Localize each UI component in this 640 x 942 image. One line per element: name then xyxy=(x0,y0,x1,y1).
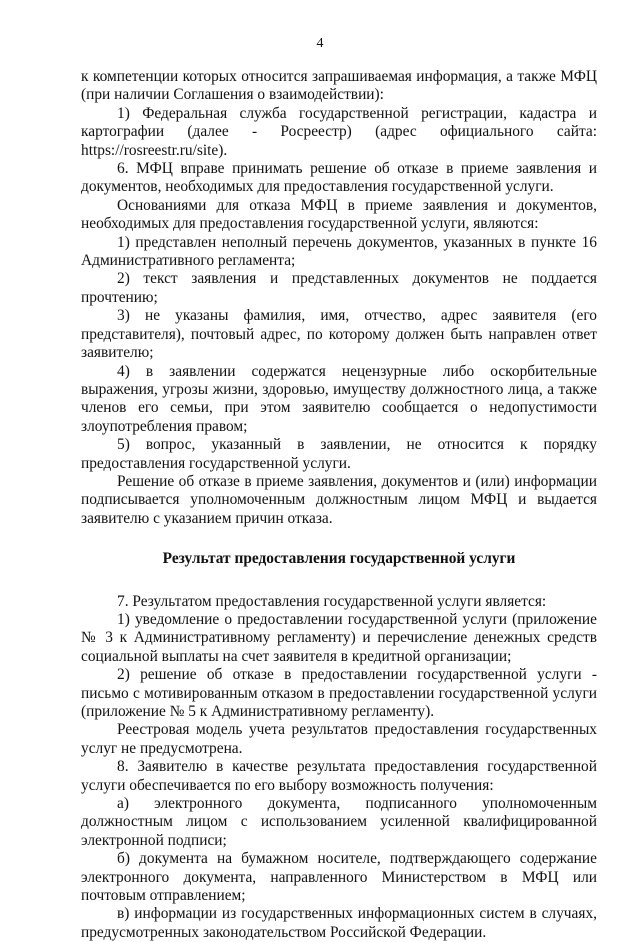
paragraph: в) информации из государственных информационных систем в случаях, предусмотренных законодательством Российской Федерации. xyxy=(81,905,597,941)
paragraph: 2) решение об отказе в предоставлении государственной услуги - письмо с мотивированным отказом в предоставлении государственной услуги (приложение № 5 к Административному регламенту). xyxy=(81,666,597,720)
paragraph: 7. Результатом предоставления государственной услуги является: xyxy=(117,592,547,610)
paragraph: 8. Заявителю в качестве результата предоставления государственной услуги обеспечивается по его выбору возможность получения: xyxy=(81,758,597,794)
paragraph: Основаниями для отказа МФЦ в приеме заявления и документов, необходимых для предоставления государственной услуги, являются: xyxy=(81,196,597,233)
section-heading: Результат предоставления государственной услуги xyxy=(162,550,516,568)
paragraph: б) документа на бумажном носителе, подтверждающего содержание электронного документа, направленного Министерством в МФЦ или почтовым отправлением; xyxy=(81,850,597,905)
paragraph: 2) текст заявления и представленных документов не поддается прочтению; xyxy=(81,270,597,306)
paragraphs-bottom xyxy=(81,593,597,942)
paragraph: к компетенции которых относится запрашиваемая информация, а также МФЦ (при наличии Соглашения о взаимодействии): xyxy=(81,68,597,104)
paragraph: 1) уведомление о предоставлении государственной услуги (приложение № 3 к Административному регламенту) и перечисление денежных средств социальной выплаты на счет заявителя в кредитной организации; xyxy=(81,610,597,665)
paragraph: а) электронного документа, подписанного уполномоченным должностным лицом с использованием усиленной квалифицированной электронной подписи; xyxy=(81,795,597,849)
paragraph: 4) в заявлении содержатся нецензурные либо оскорбительные выражения, угрозы жизни, здоровью, имуществу должностного лица, а также членов его семьи, при этом заявителю сообщается о недопустимости злоупотребления правом; xyxy=(81,362,597,435)
document-body xyxy=(81,68,597,942)
paragraphs-top xyxy=(81,68,597,528)
paragraph: 3) не указаны фамилия, имя, отчество, адрес заявителя (его представителя), почтовый адрес, по которому должен быть направлен ответ заявителю; xyxy=(81,307,597,362)
paragraph: 1) Федеральная служба государственной регистрации, кадастра и картографии (далее - Росреестр) (адрес официального сайта: https://rosreestr.ru/site). xyxy=(81,104,597,159)
page-number: 4 xyxy=(316,36,324,51)
paragraph: 5) вопрос, указанный в заявлении, не относится к порядку предоставления государственной услуги. xyxy=(81,436,597,472)
paragraph: 6. МФЦ вправе принимать решение об отказе в приеме заявления и документов, необходимых для предоставления государственной услуги. xyxy=(81,160,597,196)
paragraph: Решение об отказе в приеме заявления, документов и (или) информации подписывается уполномоченным должностным лицом МФЦ и выдается заявителю с указанием причин отказа. xyxy=(81,472,597,527)
paragraph: Реестровая модель учета результатов предоставления государственных услуг не предусмотрена. xyxy=(81,721,597,757)
paragraph: 1) представлен неполный перечень документов, указанных в пункте 16 Административного регламента; xyxy=(81,233,597,270)
